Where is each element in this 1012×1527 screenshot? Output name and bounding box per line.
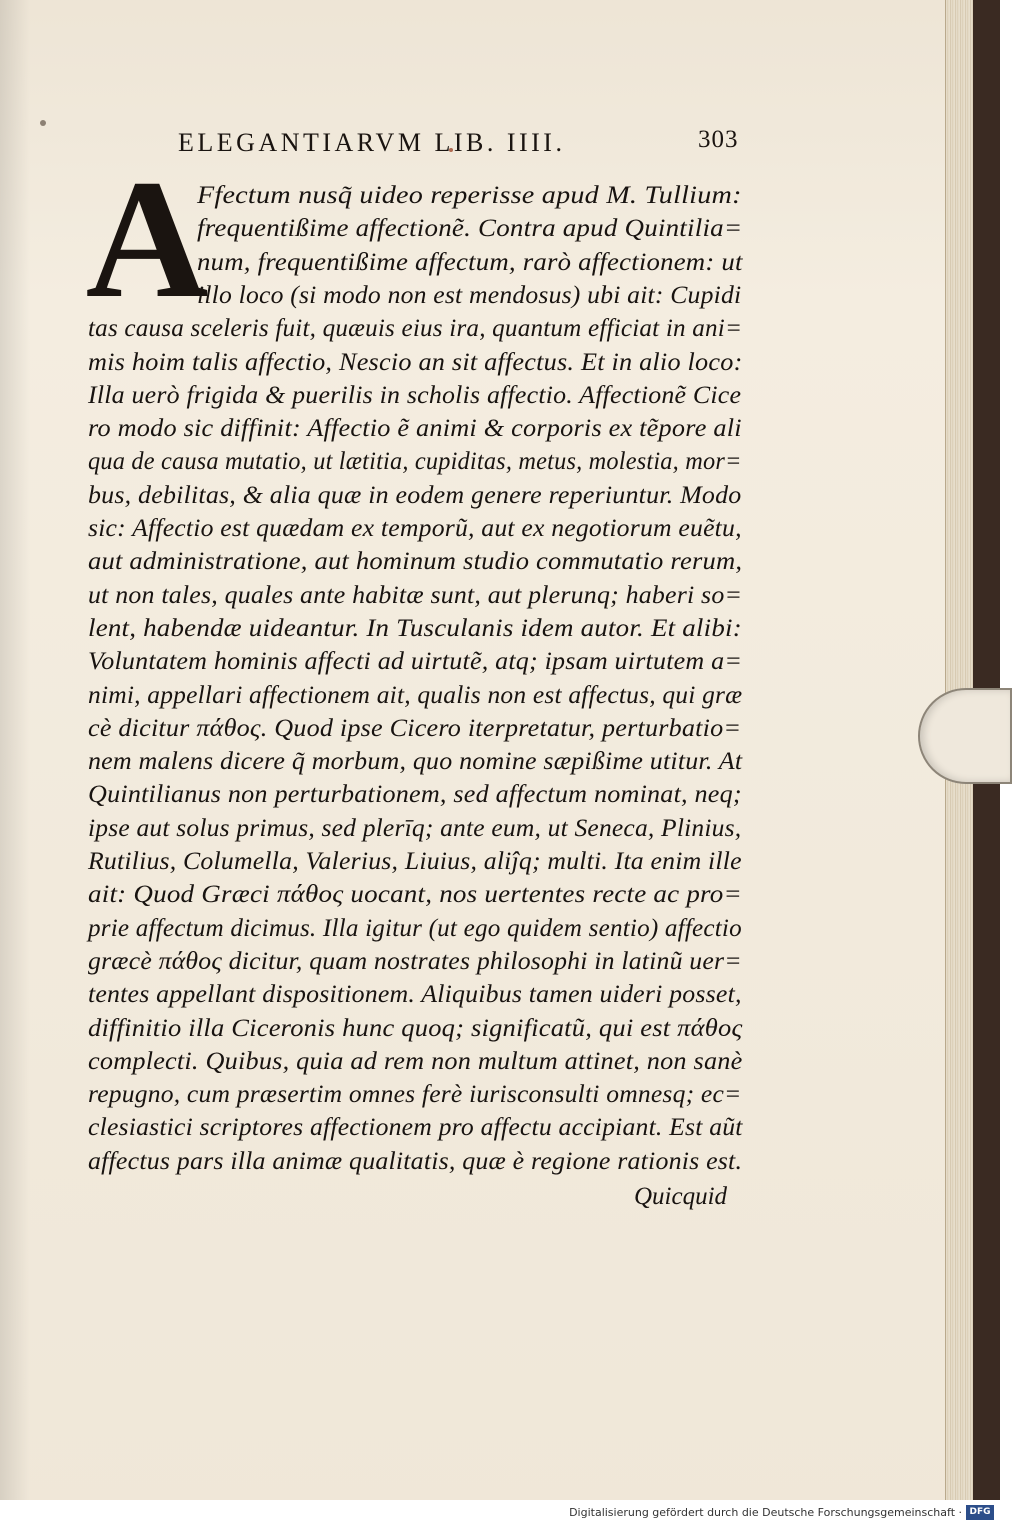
text-line: num, frequentißime affectum, rarò affectionem: ut [197, 248, 743, 276]
text-line: Quintilianus non perturbationem, sed affectum nominat, neq; [88, 781, 742, 809]
dfg-logo: DFG [966, 1505, 994, 1520]
text-line: complecti. Quibus, quia ad rem non multum attinet, non sanè [88, 1047, 743, 1075]
pencil-marginalia: ​ [855, 1382, 859, 1394]
text-line: ro modo sic diffinit: Affectio ẽ animi & corporis ex tẽpore ali [88, 415, 742, 443]
text-line: clesiastici scriptores affectionem pro affectu accipiant. Est aũt [88, 1114, 743, 1142]
text-line: lent, habendæ uideantur. In Tusculanis idem autor. Et alibi: [88, 614, 742, 642]
text-line: Ffectum nusq̃ uideo reperisse apud M. Tullium: [197, 182, 742, 209]
text-line: illo loco (si modo non est mendosus) ubi ait: Cupidi [197, 281, 742, 309]
page-number: 303 [698, 126, 739, 153]
text-line: mis hoim talis affectio, Nescio an sit affectus. Et in alio loco: [88, 348, 743, 376]
text-line: qua de causa mutatio, ut lætitia, cupiditas, metus, molestia, mor= [88, 448, 742, 476]
text-line: frequentißime affectionẽ. Contra apud Quintilia= [197, 215, 743, 243]
drop-cap-glyph [85, 145, 209, 333]
paper-spot [40, 120, 46, 126]
text-line: repugno, cum præsertim omnes ferè iurisconsulti omnesq; ec= [88, 1081, 742, 1109]
text-line: græcè πάθος dicitur, quam nostrates philosophi in latinũ uer= [88, 947, 742, 975]
text-line: bus, debilitas, & alia quæ in eodem genere reperiuntur. Modo [88, 481, 742, 509]
text-line: Rutilius, Columella, Valerius, Liuius, aliĵq; multi. Ita enim ille [88, 848, 742, 875]
text-line: nimi, appellari affectionem ait, qualis non est affectus, qui græ [88, 681, 743, 709]
drop-cap-letter: A [85, 145, 209, 333]
text-line: prie affectum dicimus. Illa igitur (ut ego quidem sentio) affectio [88, 914, 742, 942]
text-line: ut non tales, quales ante habitæ sunt, aut plerunq; haberi so= [88, 581, 743, 609]
text-line: ipse aut solus primus, sed plerīq; ante eum, ut Seneca, Plinius, [88, 814, 742, 842]
text-line: ait: Quod Græci πάθος uocant, nos uertentes recte ac pro= [88, 881, 742, 909]
bookmark-tab [918, 688, 1012, 784]
text-line: aut administratione, aut hominum studio commutatio rerum, [88, 548, 743, 576]
catchword: Quicquid [634, 1183, 728, 1210]
text-line: tas causa sceleris fuit, quæuis eius ira, quantum efficiat in ani= [88, 315, 743, 343]
text-line: Voluntatem hominis affecti ad uirtutẽ, atq; ipsam uirtutem a= [88, 648, 743, 676]
pencil-marginalia: ​ [870, 1395, 874, 1407]
drop-cap-initial [85, 145, 209, 333]
text-line: sic: Affectio est quædam ex temporũ, aut ex negotiorum euẽtu, [88, 515, 742, 542]
text-line: Illa uerò frigida & puerilis in scholis affectio. Affectionẽ Cice [88, 381, 742, 409]
text-line: nem malens dicere q̃ morbum, quo nomine sæpißime utitur. At [88, 748, 743, 776]
footer-bar [0, 1500, 1000, 1527]
text-line: diffinitio illa Ciceronis hunc quoq; significatũ, qui est πάθος [88, 1014, 743, 1042]
text-line: cè dicitur πάθος. Quod ipse Cicero iterpretatur, perturbatio= [88, 714, 742, 742]
funding-credit: Digitalisierung gefördert durch die Deutsche Forschungsgemeinschaft · [569, 1506, 962, 1519]
running-head: ELEGANTIARVM LIB. IIII. [178, 128, 566, 157]
text-line: affectus pars illa animæ qualitatis, quæ è regione rationis est. [88, 1147, 743, 1175]
text-line: tentes appellant dispositionem. Aliquibus tamen uideri posset, [88, 981, 742, 1009]
